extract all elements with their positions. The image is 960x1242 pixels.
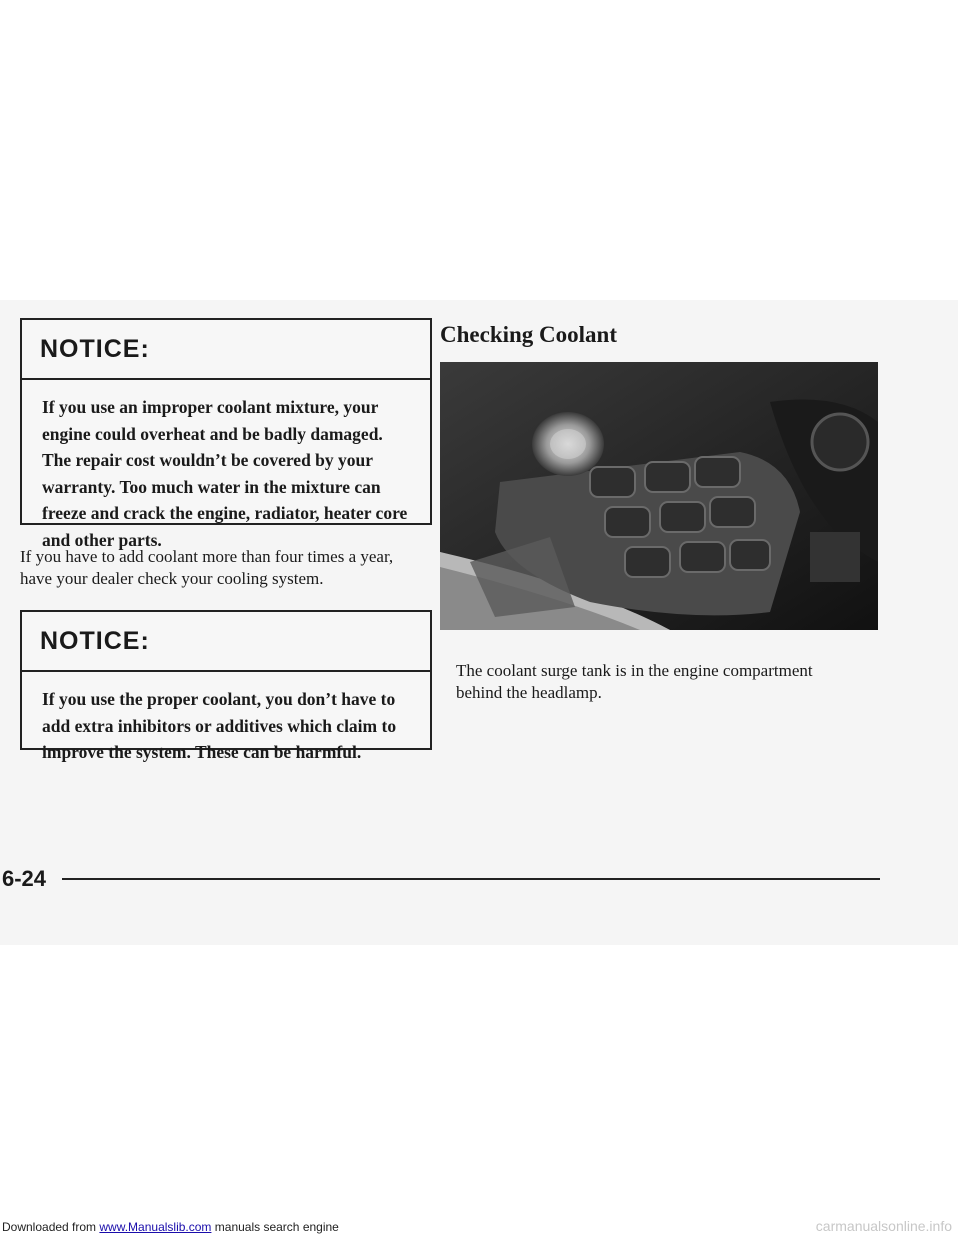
section-title: Checking Coolant	[440, 322, 617, 347]
notice-line: If you use the proper coolant, you don’t have to	[42, 689, 396, 709]
download-suffix: manuals search engine	[211, 1220, 339, 1234]
notice-line: improve the system. These can be harmful.	[42, 742, 362, 762]
notice-line: freeze and crack the engine, radiator, heater core	[42, 503, 408, 523]
notice-line: and other parts.	[42, 529, 162, 550]
footer-rule	[62, 878, 880, 880]
notice-body	[22, 672, 430, 766]
notice-line: engine could overheat and be badly damaged.	[42, 423, 383, 444]
download-credit	[2, 1220, 339, 1234]
coolant-frequency-paragraph	[20, 546, 432, 590]
site-watermark: carmanualsonline.info	[815, 1218, 952, 1234]
notice-line: add extra inhibitors or additives which claim to	[42, 715, 397, 736]
download-prefix: Downloaded from	[2, 1220, 100, 1234]
photo-caption	[456, 660, 876, 704]
caption-line: behind the headlamp.	[456, 683, 602, 702]
notice-box-coolant-mixture	[20, 318, 432, 550]
notice-heading: NOTICE:	[22, 612, 430, 672]
manualslib-link[interactable]: www.Manualslib.com	[99, 1220, 212, 1234]
paragraph-line: have your dealer check your cooling system.	[20, 569, 324, 588]
engine-photo-illustration	[440, 362, 878, 630]
notice-line: warranty. Too much water in the mixture can	[42, 476, 381, 497]
notice-heading: NOTICE:	[22, 320, 430, 380]
notice-line: The repair cost wouldn’t be covered by your	[42, 450, 374, 470]
paragraph-line: If you have to add coolant more than four times a year,	[20, 547, 394, 566]
notice-body	[22, 380, 430, 553]
notice-line: If you use an improper coolant mixture, your	[42, 397, 379, 417]
page-number: 6-24	[2, 866, 47, 891]
caption-line: The coolant surge tank is in the engine compartment	[456, 661, 813, 680]
notice-box-additives	[20, 610, 432, 762]
coolant-surge-tank-photo	[440, 362, 878, 630]
